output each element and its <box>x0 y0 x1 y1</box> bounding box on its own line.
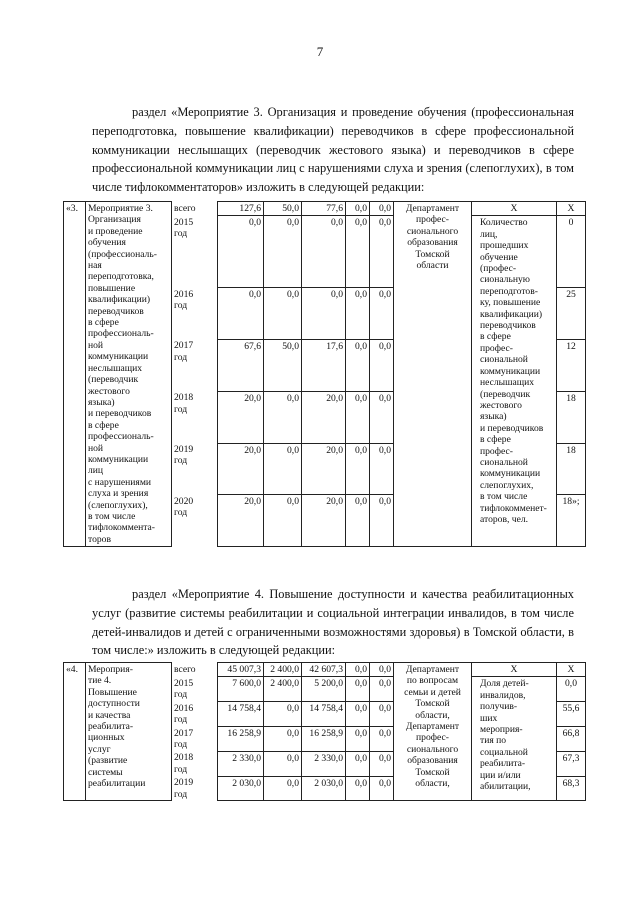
municipal-amount: 0,0 <box>346 727 370 752</box>
federal-amount: 0,0 <box>264 216 302 288</box>
regional-amount: 5 200,0 <box>302 677 346 702</box>
year-cell: 2017 год <box>172 727 218 752</box>
indicator-header: X <box>472 202 557 216</box>
indicator-value: 18 <box>557 443 586 495</box>
extrabudget-amount: 0,0 <box>370 216 394 288</box>
year-cell: 2016 год <box>172 288 218 340</box>
total-amount: 2 330,0 <box>218 751 264 776</box>
regional-amount: 14 758,4 <box>302 702 346 727</box>
section4-paragraph <box>92 585 574 659</box>
indicator-name: Доля детей- инвалидов, получив- ших мероприя- тия по социальной реабилита- ции и/или абилитации, <box>472 677 557 801</box>
municipal-amount: 0,0 <box>346 702 370 727</box>
total-amount: 7 600,0 <box>218 677 264 702</box>
indicator-value: 0 <box>557 216 586 288</box>
year-cell: 2020 год <box>172 495 218 547</box>
municipal-amount: 0,0 <box>346 391 370 443</box>
section4-text: раздел «Мероприятие 4. Повышение доступности и качества реабилитационных услуг (развитие системы реабилитации и социальной интеграции инвалидов, в том числе детей-инвалидов и детей с ограниченными возможностями здоровья) в Томской области, в том числе:» изложить в следующей редакции: <box>92 587 574 658</box>
municipal-amount: 0,0 <box>346 663 370 677</box>
federal-amount: 50,0 <box>264 339 302 391</box>
extrabudget-amount: 0,0 <box>370 677 394 702</box>
municipal-amount: 0,0 <box>346 216 370 288</box>
federal-amount: 0,0 <box>264 702 302 727</box>
federal-amount: 50,0 <box>264 202 302 216</box>
section3-text: раздел «Мероприятие 3. Организация и проведение обучения (профессиональная переподготовка, повышение квалификации) переводчиков в сфере профессиональной коммуникации неслышащих (переводчик жестового языка) и переводчиков в сфере профессиональной коммуникации лиц с нарушениями слуха и зрения (слепоглухих), в том числе тифлокомментаторов» изложить в следующей редакции: <box>92 105 574 194</box>
federal-amount: 0,0 <box>264 751 302 776</box>
municipal-amount: 0,0 <box>346 677 370 702</box>
indicator-value: 12 <box>557 339 586 391</box>
total-amount: 127,6 <box>218 202 264 216</box>
indicator-value: 67,3 <box>557 751 586 776</box>
indicator-value: X <box>557 202 586 216</box>
executor-name: Департамент по вопросам семьи и детей Томской области, Департамент профес- сионального образования Томской области, <box>394 663 472 801</box>
federal-amount: 0,0 <box>264 391 302 443</box>
indicator-name: Количество лиц, прошедших обучение (профес- сиональную переподготов- ку, повышение квалификации) переводчиков в сфере профес- сиональной коммуникации неслышащих (переводчик жестового языка) и переводчиков в сфере профес- сиональной коммуникации слепоглухих, в том числе тифлокомменет- аторов, чел. <box>472 216 557 547</box>
total-amount: 2 030,0 <box>218 776 264 801</box>
regional-amount: 20,0 <box>302 443 346 495</box>
regional-amount: 2 330,0 <box>302 751 346 776</box>
regional-amount: 16 258,9 <box>302 727 346 752</box>
page-number: 7 <box>316 44 324 59</box>
federal-amount: 2 400,0 <box>264 677 302 702</box>
section3-paragraph <box>92 103 574 196</box>
regional-amount: 0,0 <box>302 216 346 288</box>
total-amount: 0,0 <box>218 216 264 288</box>
municipal-amount: 0,0 <box>346 288 370 340</box>
federal-amount: 0,0 <box>264 776 302 801</box>
extrabudget-amount: 0,0 <box>370 288 394 340</box>
extrabudget-amount: 0,0 <box>370 727 394 752</box>
year-cell: 2018 год <box>172 751 218 776</box>
activity-number: «4. <box>64 663 86 801</box>
indicator-value: 25 <box>557 288 586 340</box>
federal-amount: 0,0 <box>264 727 302 752</box>
indicator-value: 55,6 <box>557 702 586 727</box>
regional-amount: 17,6 <box>302 339 346 391</box>
total-amount: 20,0 <box>218 495 264 547</box>
total-amount: 14 758,4 <box>218 702 264 727</box>
municipal-amount: 0,0 <box>346 751 370 776</box>
total-amount: 20,0 <box>218 443 264 495</box>
activity-name: Мероприятие 3. Организация и проведение обучения (профессиональ- ная переподготовка, повышение квалификации) переводчиков в сфере профессиональ- ной коммуникации неслышащих (переводчик жестового языка) и переводчиков в сфере профессиональ- ной коммуникации лиц с нарушениями слуха и зрения (слепоглухих), в том числе тифлокоммента- торов <box>86 202 172 547</box>
extrabudget-amount: 0,0 <box>370 751 394 776</box>
year-cell: 2015 год <box>172 677 218 702</box>
indicator-value: 18 <box>557 391 586 443</box>
regional-amount: 42 607,3 <box>302 663 346 677</box>
regional-amount: 77,6 <box>302 202 346 216</box>
year-cell: 2018 год <box>172 391 218 443</box>
year-cell: 2019 год <box>172 776 218 801</box>
total-amount: 16 258,9 <box>218 727 264 752</box>
federal-amount: 0,0 <box>264 288 302 340</box>
indicator-value: X <box>557 663 586 677</box>
total-amount: 0,0 <box>218 288 264 340</box>
extrabudget-amount: 0,0 <box>370 339 394 391</box>
municipal-amount: 0,0 <box>346 776 370 801</box>
year-cell: всего <box>172 202 218 216</box>
activity3-table <box>63 201 586 547</box>
extrabudget-amount: 0,0 <box>370 776 394 801</box>
municipal-amount: 0,0 <box>346 443 370 495</box>
federal-amount: 2 400,0 <box>264 663 302 677</box>
year-cell: 2016 год <box>172 702 218 727</box>
indicator-value: 0,0 <box>557 677 586 702</box>
extrabudget-amount: 0,0 <box>370 702 394 727</box>
extrabudget-amount: 0,0 <box>370 495 394 547</box>
extrabudget-amount: 0,0 <box>370 202 394 216</box>
indicator-header: X <box>472 663 557 677</box>
indicator-value: 66,8 <box>557 727 586 752</box>
activity-number: «3. <box>64 202 86 547</box>
total-amount: 20,0 <box>218 391 264 443</box>
executor-name: Департамент профес- сионального образования Томской области <box>394 202 472 547</box>
extrabudget-amount: 0,0 <box>370 443 394 495</box>
table-row <box>64 202 586 216</box>
total-amount: 67,6 <box>218 339 264 391</box>
regional-amount: 20,0 <box>302 391 346 443</box>
federal-amount: 0,0 <box>264 495 302 547</box>
municipal-amount: 0,0 <box>346 202 370 216</box>
total-amount: 45 007,3 <box>218 663 264 677</box>
federal-amount: 0,0 <box>264 443 302 495</box>
indicator-value: 18»; <box>557 495 586 547</box>
extrabudget-amount: 0,0 <box>370 663 394 677</box>
year-cell: 2015 год <box>172 216 218 288</box>
municipal-amount: 0,0 <box>346 339 370 391</box>
regional-amount: 0,0 <box>302 288 346 340</box>
activity-name: Мероприя- тие 4. Повышение доступности и качества реабилита- ционных услуг (развитие системы реабилитации <box>86 663 172 801</box>
indicator-value: 68,3 <box>557 776 586 801</box>
activity4-table <box>63 662 586 801</box>
extrabudget-amount: 0,0 <box>370 391 394 443</box>
year-cell: всего <box>172 663 218 677</box>
regional-amount: 2 030,0 <box>302 776 346 801</box>
year-cell: 2017 год <box>172 339 218 391</box>
municipal-amount: 0,0 <box>346 495 370 547</box>
regional-amount: 20,0 <box>302 495 346 547</box>
table-row <box>64 663 586 677</box>
year-cell: 2019 год <box>172 443 218 495</box>
